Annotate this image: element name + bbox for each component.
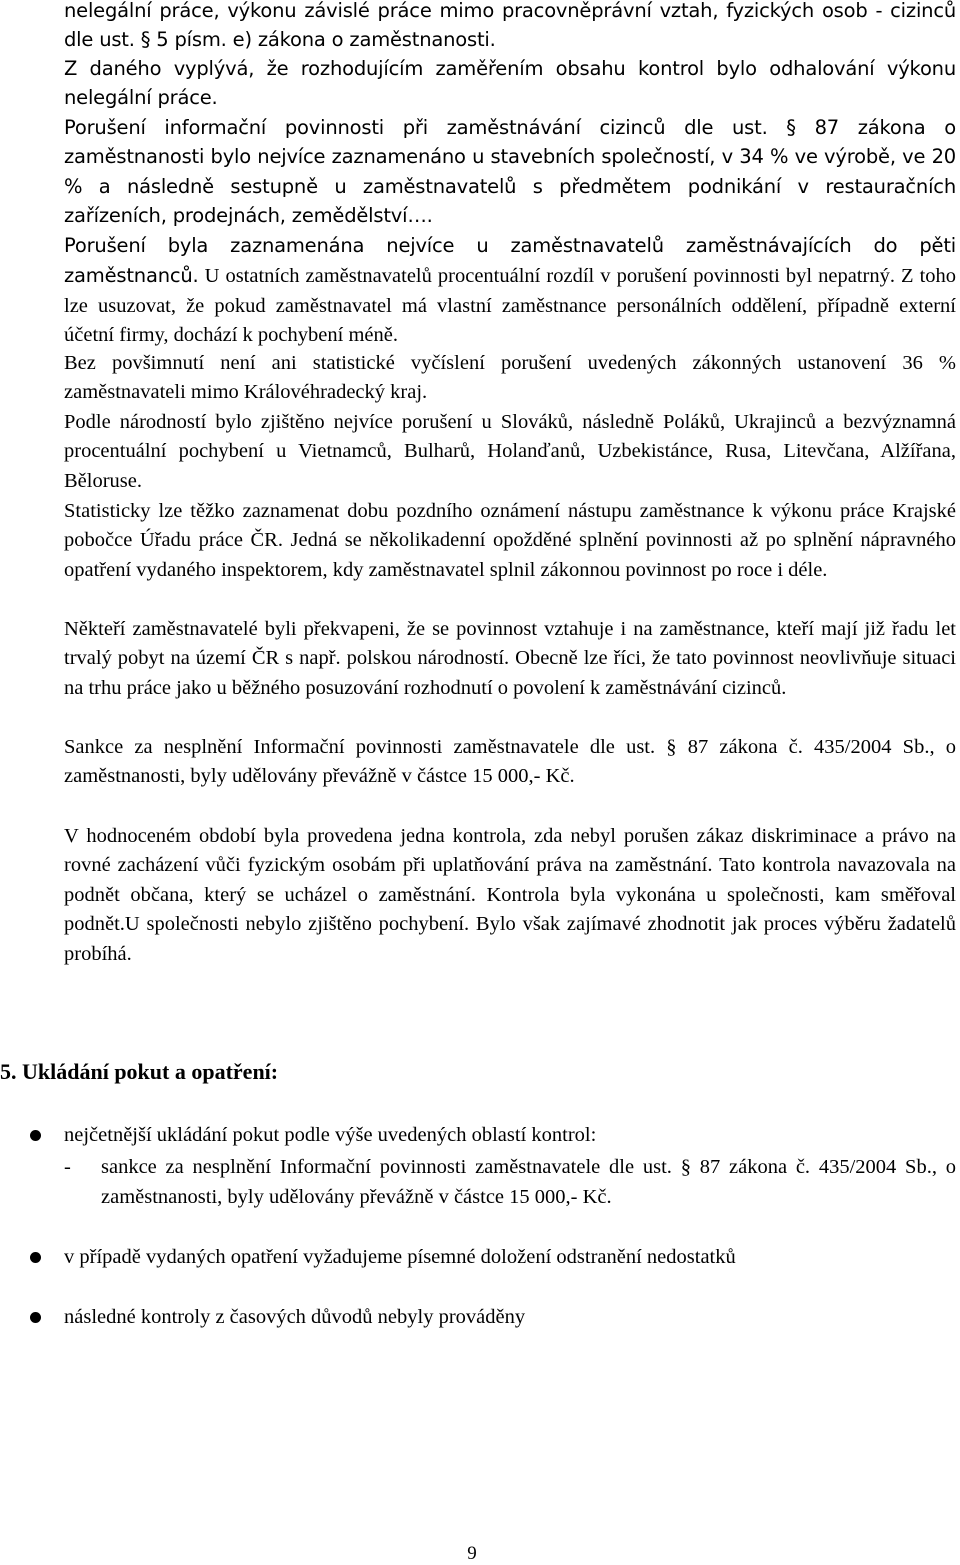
dash-item-sanctions: sankce za nesplnění Informační povinnosti zaměstnavatele dle ust. § 87 zákona č. 435/2004 Sb., o zaměstnanosti, byly udělovány převážně v částce 15 000,- Kč. bbox=[101, 1156, 956, 1208]
bullet-icon bbox=[30, 1252, 41, 1263]
bullet-item-measures: v případě vydaných opatření vyžadujeme písemné doložení odstranění nedostatků bbox=[64, 1246, 736, 1268]
bullet-item-fines: nejčetnější ukládání pokut podle výše uvedených oblastí kontrol: bbox=[64, 1124, 597, 1146]
section-heading-fines: 5. Ukládání pokut a opatření: bbox=[0, 1059, 279, 1084]
bullet-item-follow-up: následné kontroly z časových důvodů nebyly prováděny bbox=[64, 1306, 526, 1328]
text-violations-recorded: Porušení byla zaznamenána nejvíce u zaměstnavatelů zaměstnávajících do pěti zaměstnanců. bbox=[64, 234, 956, 288]
page-number: 9 bbox=[467, 1543, 477, 1564]
paragraph-outside-region: Bez povšimnutí není ani statistické vyčíslení porušení uvedených zákonných ustanovení 36 % zaměstnavateli mimo Královéhradecký kraj. bbox=[64, 352, 956, 404]
paragraph-illegal-work-definition: nelegální práce, výkonu závislé práce mimo pracovněprávní vztah, fyzických osob - cizinců dle ust. § 5 písm. e) zákona o zaměstnanosti. bbox=[64, 0, 956, 52]
bullet-icon bbox=[30, 1312, 41, 1323]
paragraph-information-duty-violations: Porušení informační povinnosti při zaměstnávání cizinců dle ust. § 87 zákona o zaměstnanosti bylo nejvíce zaznamenáno u stavebních společností, v 34 % ve výrobě, ve 20 % a následně sestupně u zaměstnavatelů s předmětem podnikání v restauračních zařízeních, prodejnách, zemědělství…. bbox=[64, 116, 956, 228]
dash-marker: - bbox=[64, 1156, 71, 1178]
paragraph-surprised-employers: Někteří zaměstnavatelé byli překvapeni, že se povinnost vztahuje i na zaměstnance, kteří mají již řadu let trvalý pobyt na území ČR s např. polskou národností. Obecně lze říci, že tato povinnost neovlivňuje situaci na trhu práce jako u běžného posuzování rozhodnutí o povolení k zaměstnávání cizinců. bbox=[64, 618, 956, 699]
paragraph-discrimination-control: V hodnoceném období byla provedena jedna kontrola, zda nebyl porušen zákaz diskriminace a právo na rovné zacházení vůči fyzickým osobám při uplatňování práva na zaměstnání. Tato kontrola navazovala na podnět občana, který se ucházel o zaměstnání. Kontrola byla vykonána u společnosti, kam směřoval podnět.U společnosti nebylo zjištěno pochybení. Bylo však zajímavé zhodnotit jak proces výběru žadatelů probíhá. bbox=[64, 825, 956, 965]
paragraph-violations-small-employers bbox=[64, 231, 956, 351]
paragraph-nationalities: Podle národností bylo zjištěno nejvíce porušení u Slováků, následně Poláků, Ukrajinců a bezvýznamná procentuální pochybení u Vietnamců, Bulharů, Holanďanů, Uzbekistánce, Rusa, Litevčana, Alžířana, Běloruse. bbox=[64, 411, 956, 492]
bullet-icon bbox=[30, 1130, 41, 1141]
paragraph-late-notification: Statisticky lze těžko zaznamenat dobu pozdního oznámení nástupu zaměstnance k výkonu práce Krajské pobočce Úřadu práce ČR. Jedná se několikadenní opožděné splnění povinnosti až po splnění nápravného opatření vydaného inspektorem, kdy zaměstnavatel splnil zákonnou povinnost po roce i déle. bbox=[64, 500, 956, 581]
paragraph-control-focus: Z daného vyplývá, že rozhodujícím zaměřením obsahu kontrol bylo odhalování výkonu nelegální práce. bbox=[64, 57, 956, 110]
text-conclusion-hr-departments: Z toho lze usuzovat, že pokud zaměstnavatel má vlastní zaměstnance personálních oddělení, případně externí účetní firmy, dochází k pochybení méně. bbox=[64, 265, 957, 347]
text-other-employers: U ostatních zaměstnavatelů procentuální rozdíl v porušení povinnosti byl nepatrný. bbox=[204, 265, 895, 288]
paragraph-sanctions: Sankce za nesplnění Informační povinnosti zaměstnavatele dle ust. § 87 zákona č. 435/2004 Sb., o zaměstnanosti, byly udělovány převážně v částce 15 000,- Kč. bbox=[64, 736, 956, 788]
